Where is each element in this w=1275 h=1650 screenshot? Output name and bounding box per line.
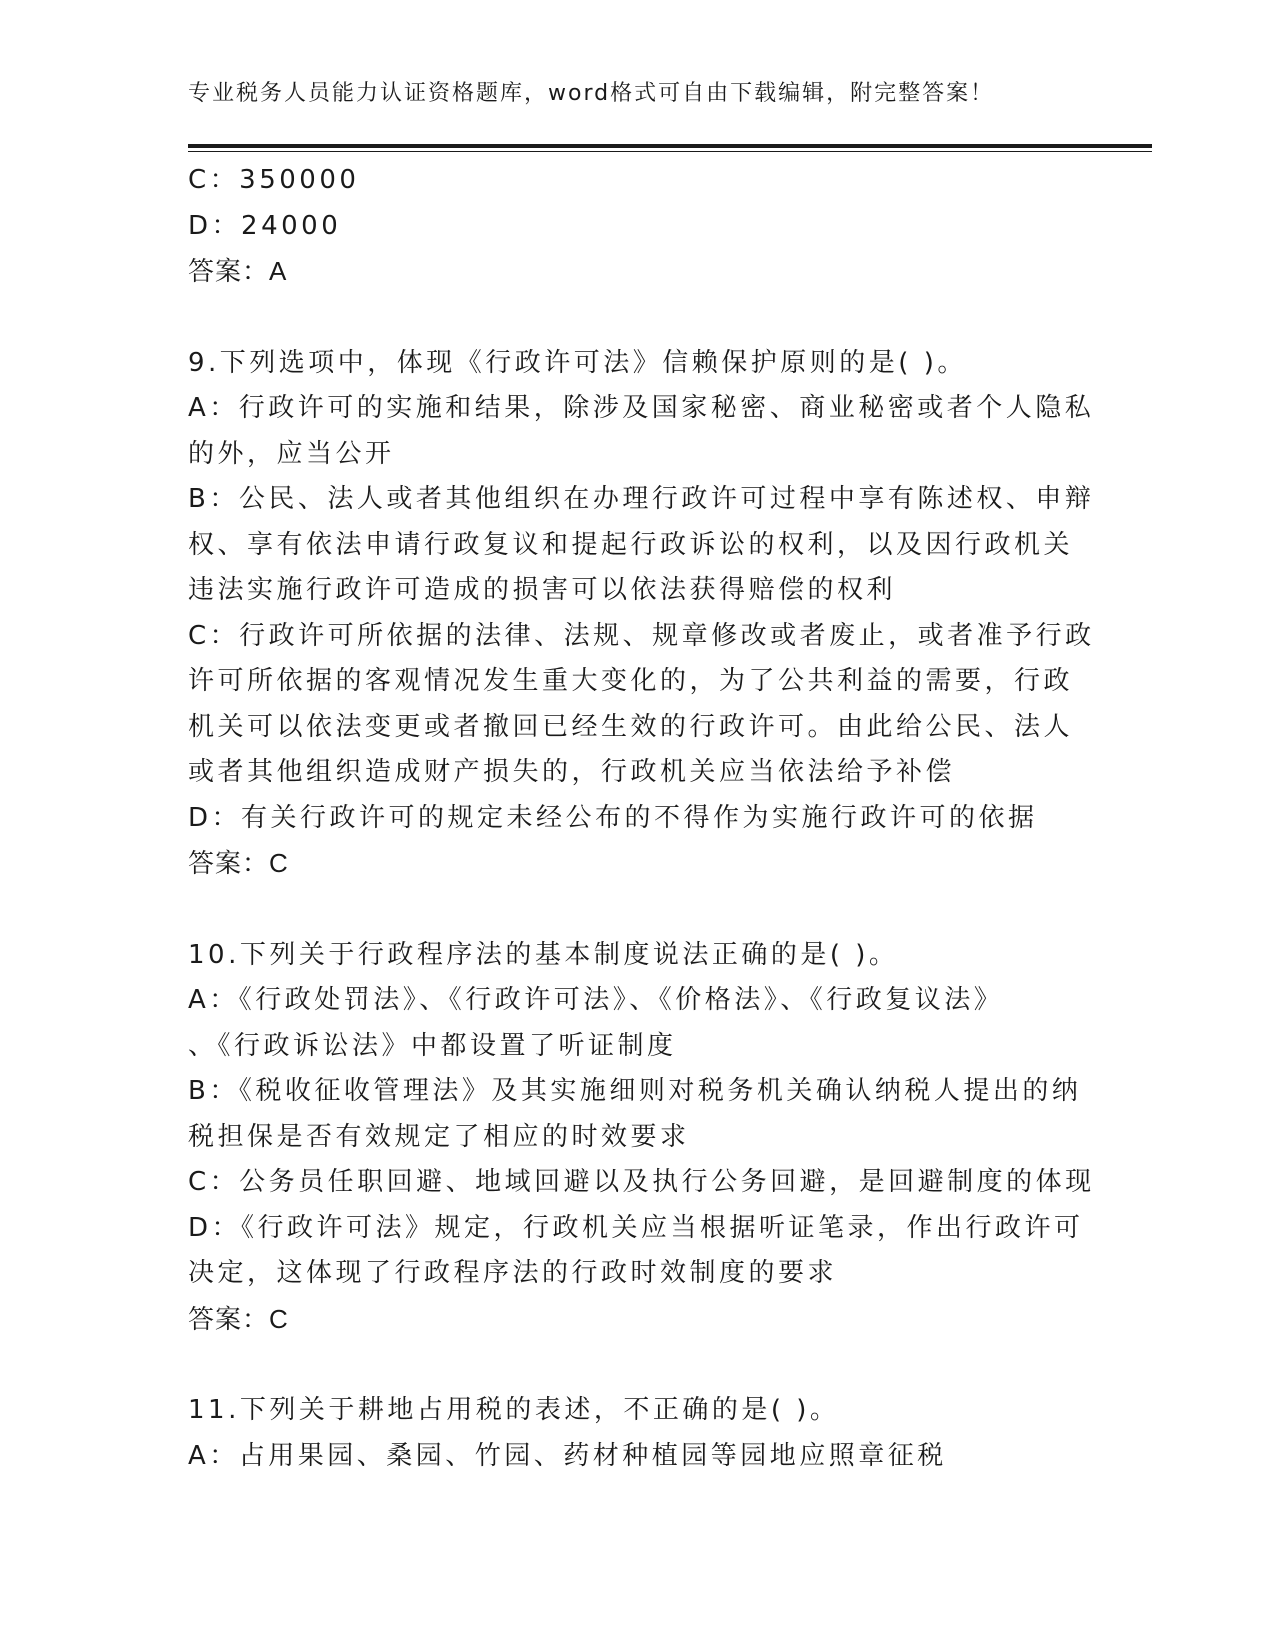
text-line: C：公务员任职回避、地域回避以及执行公务回避，是回避制度的体现 — [188, 1167, 1095, 1197]
text-line: B：公民、法人或者其他组织在办理行政许可过程中享有陈述权、申辩 — [188, 484, 1095, 514]
answer-line: 答案：C — [188, 848, 289, 878]
text-line: 决定，这体现了行政程序法的行政时效制度的要求 — [188, 1258, 838, 1288]
question-block — [188, 341, 1095, 887]
text-line: D：《行政许可法》规定，行政机关应当根据听证笔录，作出行政许可 — [188, 1212, 1084, 1243]
document-body — [188, 158, 1095, 1479]
text-line: D：有关行政许可的规定未经公布的不得作为实施行政许可的依据 — [188, 802, 1038, 833]
text-line: 违法实施行政许可造成的损害可以依法获得赔偿的权利 — [188, 575, 897, 605]
text-line: 9.下列选项中，体现《行政许可法》信赖保护原则的是( )。 — [188, 347, 967, 378]
answer-line: 答案：C — [188, 1303, 289, 1334]
text-line: 、《行政诉讼法》中都设置了听证制度 — [188, 1030, 677, 1061]
text-line: 11.下列关于耕地占用税的表述，不正确的是( )。 — [188, 1395, 840, 1425]
question-block — [188, 933, 1095, 1343]
block-gap — [188, 887, 1088, 933]
question-block — [188, 158, 1088, 295]
text-line: C：行政许可所依据的法律、法规、规章修改或者废止，或者准予行政 — [188, 620, 1095, 651]
text-line: 机关可以依法变更或者撤回已经生效的行政许可。由此给公民、法人 — [188, 711, 1074, 742]
text-line: 或者其他组织造成财产损失的，行政机关应当依法给予补偿 — [188, 757, 956, 787]
text-line: 的外，应当公开 — [188, 438, 395, 469]
text-line: C：350000 — [188, 165, 360, 195]
answer-line: 答案：A — [188, 256, 288, 286]
text-line: 权、享有依法申请行政复议和提起行政诉讼的权利，以及因行政机关 — [188, 529, 1074, 560]
question-block — [188, 1388, 1088, 1479]
text-line: 许可所依据的客观情况发生重大变化的，为了公共利益的需要，行政 — [188, 666, 1074, 696]
text-line: 税担保是否有效规定了相应的时效要求 — [188, 1121, 690, 1152]
text-line: A：《行政处罚法》、《行政许可法》、《价格法》、《行政复议法》 — [188, 985, 1004, 1015]
header-rule-thin — [188, 151, 1152, 152]
text-line: 10.下列关于行政程序法的基本制度说法正确的是( )。 — [188, 939, 899, 970]
text-line: D：24000 — [188, 210, 342, 241]
block-gap — [188, 1342, 1088, 1388]
text-line: A：占用果园、桑园、竹园、药材种植园等园地应照章征税 — [188, 1440, 947, 1471]
header-rule-thick — [188, 144, 1152, 148]
page-header: 专业税务人员能力认证资格题库，word格式可自由下载编辑，附完整答案！ — [188, 81, 995, 106]
block-gap — [188, 295, 1088, 341]
text-line: B：《税收征收管理法》及其实施细则对税务机关确认纳税人提出的纳 — [188, 1076, 1082, 1106]
text-line: A：行政许可的实施和结果，除涉及国家秘密、商业秘密或者个人隐私 — [188, 393, 1095, 423]
